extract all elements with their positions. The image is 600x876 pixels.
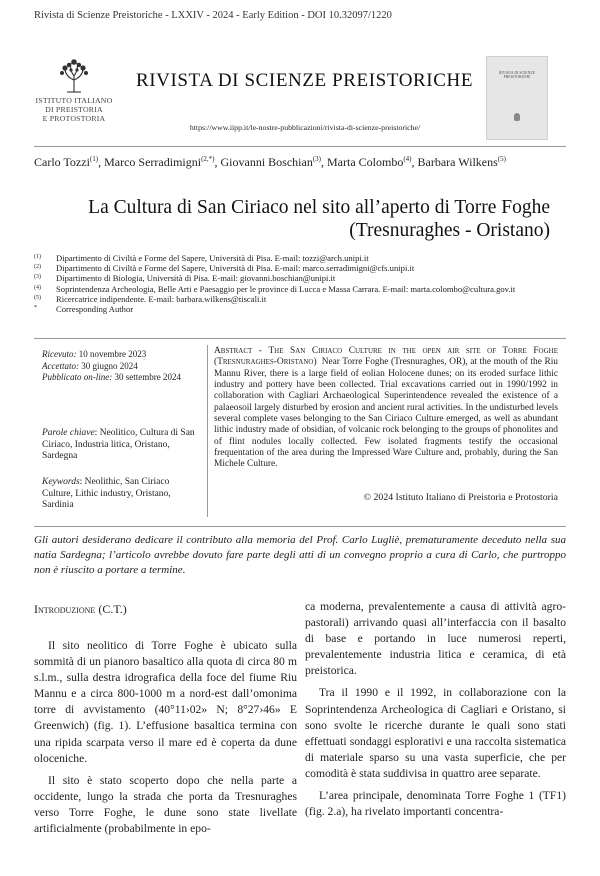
paragraph: Tra il 1990 e il 1992, in collaborazione con la Soprintendenza Archeologica di Cagliari e Oristano, si sono svolte le ricerche durante le quali sono stati effettuati sondaggi esplorativi e una raccolta sistematica di materiale sparso su una vasta superficie, che per comodità è stata suddivisa in quattro aree separate.: [305, 686, 566, 780]
keywords-english: Keywords: Neolithic, San Ciriaco Culture, Lithic industry, Oristano, Sardinia: [42, 477, 171, 511]
publisher-name-line1: ISTITUTO ITALIANO: [35, 96, 113, 105]
affiliation-item: (3) Dipartimento di Biologia, Università di Pisa. E-mail: giovanni.boschian@unipi.it: [34, 273, 336, 284]
cover-emblem-icon: [514, 113, 520, 121]
copyright: © 2024 Istituto Italiano di Preistoria e Protostoria: [363, 492, 558, 503]
divider: [34, 526, 566, 527]
affiliation-item: (1) Dipartimento di Civiltà e Forme del Sapere, Università di Pisa. E-mail: tozzi@arch.unipi.it: [34, 253, 369, 263]
section-heading: Introduzione (C.T.): [34, 602, 127, 616]
tree-emblem-icon: [55, 58, 93, 94]
affiliation-item: * Corresponding Author: [34, 304, 134, 315]
author: Barbara Wilkens$^{(5)}$: [417, 155, 506, 169]
divider: [34, 146, 566, 147]
journal-cover-thumbnail: [486, 56, 548, 140]
online-date: Pubblicato on-line: 30 settembre 2024: [42, 372, 181, 382]
article-title-line2: (Tresnuraghes - Oristano): [349, 220, 550, 241]
abstract-title: The San Ciriaco Culture in the open air site of Torre Foghe (Tresnuraghes-Oristano): [214, 346, 558, 368]
affiliation-item: (2) Dipartimento di Civiltà e Forme del Sapere, Università di Pisa. E-mail: marco.serradimigni@cfs.unipi.it: [34, 263, 415, 274]
article-title-line1: La Cultura di San Ciriaco nel sito all’aperto di Torre Foghe: [88, 197, 550, 218]
publisher-name-line2: DI PREISTORIA: [45, 105, 103, 114]
author: Marta Colombo$^{(4)}$,: [327, 155, 418, 169]
accepted-date: Accettato: 30 giugno 2024: [42, 360, 138, 371]
affiliation-item: (4) Soprintendenza Archeologia, Belle Arti e Paesaggio per le province di Lucca e Massa Carrara. E-mail: marta.colombo@cultura.gov.it: [34, 283, 516, 294]
paragraph: L’area principale, denominata Torre Foghe 1 (TF1) (fig. 2.a), ha rivelato importanti concentra-: [305, 789, 566, 819]
running-header: Rivista di Scienze Preistoriche - LXXIV - 2024 - Early Edition - DOI 10.32097/1220: [34, 10, 392, 21]
paragraph: Il sito neolitico di Torre Foghe è ubicato sulla sommità di un pianoro basaltico alla quota di circa 80 m s.l.m., sulla destra idrografica della foce del fiume Riu Mannu e a circa 800-1000 m a nord-est dall’omonima torre di avvistamento (40°11›02» N; 8°27›46» E Greenwich) (fig. 1). L’effusione basaltica termina con una ripida scarpata verso il mare ed è coperta da dune oloceniche.: [34, 639, 297, 765]
publisher-name-line3: E PROTOSTORIA: [42, 114, 106, 123]
paragraph: ca moderna, prevalentemente a causa di attività agro-pastorali) arrivando quasi all’interfaccia con il basalto di base e portando in luce numerosi reperti, prevalentemente industria litica e ceramica, di età preistorica.: [305, 600, 566, 678]
column-divider: [207, 345, 208, 517]
abstract: Abstract - The San Ciriaco Culture in the open air site of Torre Foghe (Tresnuraghes-Oristano) Near Torre Foghe (Tresnuraghes, OR), at the mouth of the Riu Mannu River, there is a large field of eolian Holocene dunes; on its eroded surface lithic industry and pottery have been collected. Trial excavations carried out in 1990/1992 in collaboration with Cagliari Archaeological Superintendence revealed the existence of a palaeosoil largely disturbed by erosion and ancient rural activities. In the undisturbed levels several complete vases belonging to the San Ciriaco Culture emerged, as well as abundant lithic industry made of obsidian, of volcanic rock belonging to the groups of phonolites and of flint nodules locally collected. Few isolated fragments testify the occasional frequentation of the area during the Impressed Ware Culture and, probably, during the San Michele Culture.: [214, 346, 558, 470]
dedication: Gli autori desiderano dedicare il contributo alla memoria del Prof. Carlo Lugliè, prematuramente deceduto nella sua natia Sardegna; l’articolo avrebbe dovuto fare parte degli atti di un convegno proprio a cura di Carlo, che purtroppo non è riuscito a portare a termine.: [34, 534, 566, 577]
publisher-logo: [34, 58, 114, 123]
article-title: [80, 196, 550, 242]
journal-masthead: RIVISTA DI SCIENZE PREISTORICHE: [135, 70, 474, 91]
body-column-right: [305, 599, 566, 820]
received-date: Ricevuto: 10 novembre 2023: [42, 349, 147, 359]
keywords-italian: Parole chiave: Neolitico, Cultura di San Ciriaco, Industria litica, Oristano, Sardegna: [42, 428, 195, 462]
author: Marco Serradimigni$^{(2,*)}$,: [104, 155, 221, 169]
affiliation-item: (5) Ricercatrice indipendente. E-mail: barbara.wilkens@tiscali.it: [34, 293, 267, 304]
publication-dates: [42, 349, 200, 384]
journal-url-link[interactable]: https://www.iipp.it/le-nostre-pubblicazioni/rivista-di-scienze-preistoriche/: [189, 123, 421, 132]
body-column-left: [34, 638, 297, 837]
paragraph: Il sito è stato scoperto dopo che nella parte a occidente, lungo la strada che porta da Tresnuraghes verso Torre Foghe, le dune sono state livellate artificialmente (probabilmente in epo-: [34, 773, 297, 836]
abstract-text: Near Torre Foghe (Tresnuraghes, OR), at the mouth of the Riu Mannu River, there is a large field of eolian Holocene dunes; on its eroded surface lithic industry and pottery have been collected. Trial excavations carried out in 1990/1992 in collaboration with Cagliari Archaeological Superintendence revealed the existence of a palaeosoil largely disturbed by erosion and ancient rural activities. In the undisturbed levels several complete vases belonging to the San Ciriaco Culture emerged, as well as abundant lithic industry made of obsidian, of volcanic rock belonging to the groups of phonolites and of flint nodules locally collected. Few isolated fragments testify the occasional frequentation of the area during the Impressed Ware Culture and, probably, during the San Michele Culture.: [214, 357, 558, 470]
cover-title: RIVISTA DI SCIENZE PREISTORICHE: [499, 71, 535, 80]
author: Giovanni Boschian$^{(3)}$,: [220, 155, 327, 169]
author-list: [34, 155, 506, 170]
author: Carlo Tozzi$^{(1)}$,: [34, 155, 105, 169]
divider: [34, 338, 566, 339]
abstract-label: Abstract: [214, 346, 253, 356]
affiliations: [34, 253, 554, 314]
